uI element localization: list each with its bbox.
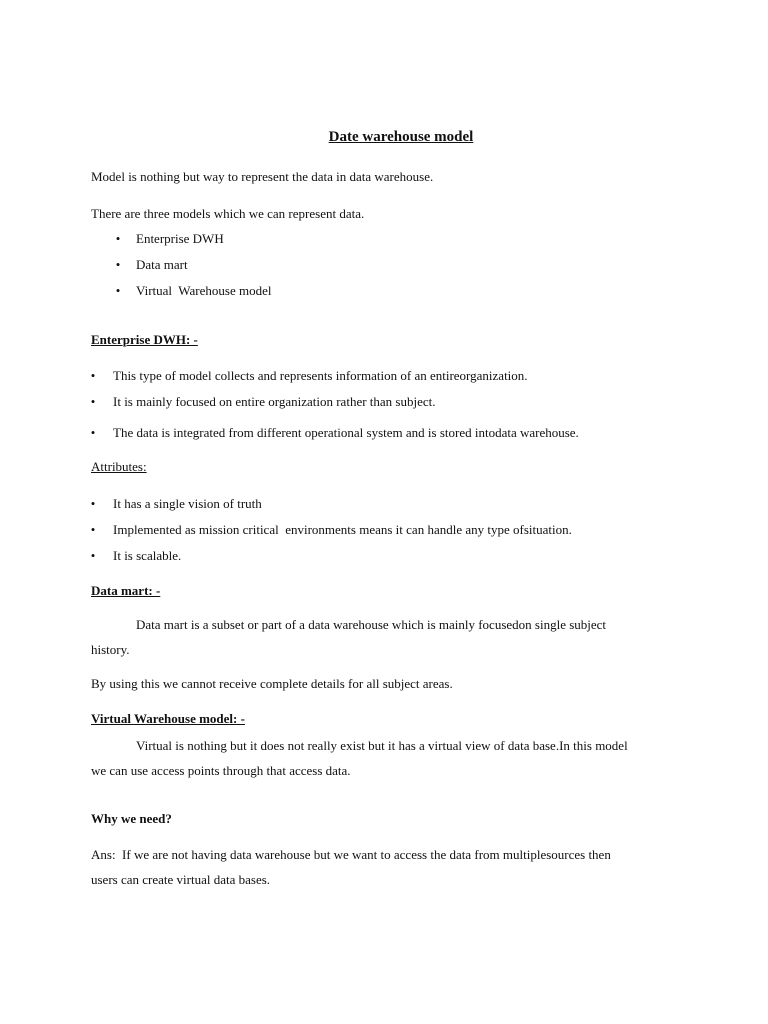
section-heading-datamart: Data mart: - xyxy=(91,583,161,598)
list-item: Implemented as mission critical environments means it can handle any type ofsituation. xyxy=(113,522,572,537)
datamart-paragraph-line: Data mart is a subset or part of a data warehouse which is mainly focusedon single subject xyxy=(136,617,607,632)
section-heading-enterprise: Enterprise DWH: - xyxy=(91,332,198,347)
list-bullet: • xyxy=(90,522,96,537)
list-bullet: • xyxy=(115,257,121,272)
list-bullet: • xyxy=(90,548,96,563)
list-item: It has a single vision of truth xyxy=(113,496,262,511)
models-intro-paragraph: There are three models which we can represent data. xyxy=(91,206,365,221)
list-item: The data is integrated from different operational system and is stored intodata warehouse. xyxy=(113,425,579,440)
list-item: It is mainly focused on entire organization rather than subject. xyxy=(113,394,436,409)
list-bullet: • xyxy=(115,231,121,246)
list-item: Data mart xyxy=(136,257,188,272)
intro-paragraph: Model is nothing but way to represent the data in data warehouse. xyxy=(91,169,434,184)
attributes-label: Attributes: xyxy=(91,459,147,474)
list-bullet: • xyxy=(90,496,96,511)
section-heading-virtual: Virtual Warehouse model: - xyxy=(91,711,245,726)
list-bullet: • xyxy=(115,283,121,298)
why-paragraph-line: Ans: If we are not having data warehouse but we want to access the data from multiplesources then xyxy=(91,847,611,862)
list-bullet: • xyxy=(90,394,96,409)
list-item: Enterprise DWH xyxy=(136,231,224,246)
section-heading-why: Why we need? xyxy=(91,811,172,826)
datamart-paragraph: By using this we cannot receive complete details for all subject areas. xyxy=(91,676,453,691)
why-paragraph-line: users can create virtual data bases. xyxy=(91,872,271,887)
list-bullet: • xyxy=(90,425,96,440)
document-title: Date warehouse model xyxy=(328,129,474,145)
list-item: Virtual Warehouse model xyxy=(136,283,272,298)
list-item: It is scalable. xyxy=(113,548,182,563)
virtual-paragraph-line: we can use access points through that access data. xyxy=(91,763,351,778)
virtual-paragraph-line: Virtual is nothing but it does not really exist but it has a virtual view of data base.In this model xyxy=(136,738,628,753)
datamart-paragraph-line: history. xyxy=(91,642,130,657)
list-item: This type of model collects and represents information of an entireorganization. xyxy=(113,368,528,383)
list-bullet: • xyxy=(90,368,96,383)
